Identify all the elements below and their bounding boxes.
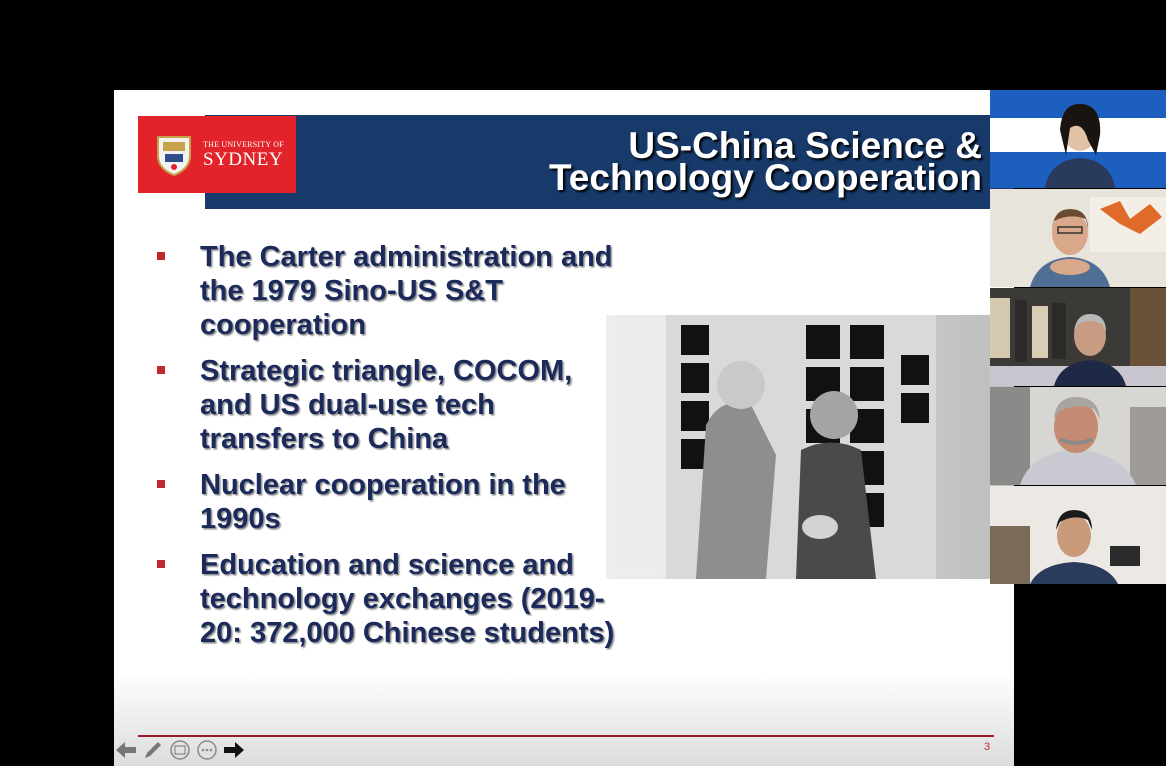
participant-video-image: [990, 189, 1166, 287]
back-arrow-icon[interactable]: [114, 738, 138, 762]
crest-icon: [155, 134, 193, 176]
university-logo: [138, 116, 296, 193]
participant-video[interactable]: [990, 189, 1166, 287]
participant-video[interactable]: [990, 486, 1166, 584]
participant-video[interactable]: [990, 288, 1166, 386]
bullet-text: The Carter administration and the 1979 Sino-US S&T cooperation: [200, 241, 613, 341]
participant-video-image: [990, 387, 1166, 485]
participant-video[interactable]: [990, 387, 1166, 485]
presentation-slide: [114, 90, 1014, 766]
bullet-marker: [157, 366, 165, 374]
slide-title-line-1: US-China Science &: [628, 125, 982, 166]
participant-gallery: [990, 90, 1166, 584]
logo-text-big: SYDNEY: [203, 148, 284, 170]
slide-title: [382, 125, 982, 198]
slides-icon[interactable]: [168, 738, 192, 762]
bullet-marker: [157, 560, 165, 568]
bullet-item: [154, 240, 624, 342]
photo-image: [606, 315, 1014, 579]
slide-title-line-2: Technology Cooperation: [548, 157, 982, 198]
bullet-text: Strategic triangle, COCOM, and US dual-use tech transfers to China: [200, 355, 573, 455]
participant-video-image: [990, 288, 1166, 386]
bullet-list: [154, 240, 624, 662]
bullet-item: [154, 548, 624, 650]
bullet-marker: [157, 480, 165, 488]
participant-video[interactable]: [990, 90, 1166, 188]
participant-video-image: [990, 90, 1166, 188]
historical-photo: [606, 315, 1014, 579]
more-icon[interactable]: [195, 738, 219, 762]
bullet-item: [154, 468, 624, 536]
participant-video-image: [990, 486, 1166, 584]
forward-arrow-icon[interactable]: [222, 738, 246, 762]
bullet-item: [154, 354, 624, 456]
page-number: 3: [984, 741, 991, 753]
footer-line: [138, 735, 994, 737]
bullet-text: Nuclear cooperation in the 1990s: [200, 469, 566, 535]
bullet-marker: [157, 252, 165, 260]
photo-caption: ©视觉中国: [610, 567, 658, 578]
logo-text-small: THE UNIVERSITY OF: [203, 139, 284, 149]
pen-icon[interactable]: [141, 738, 165, 762]
bullet-text: Education and science and technology exchanges (2019-20: 372,000 Chinese students): [200, 549, 615, 649]
slideshow-toolbar: [114, 736, 246, 764]
